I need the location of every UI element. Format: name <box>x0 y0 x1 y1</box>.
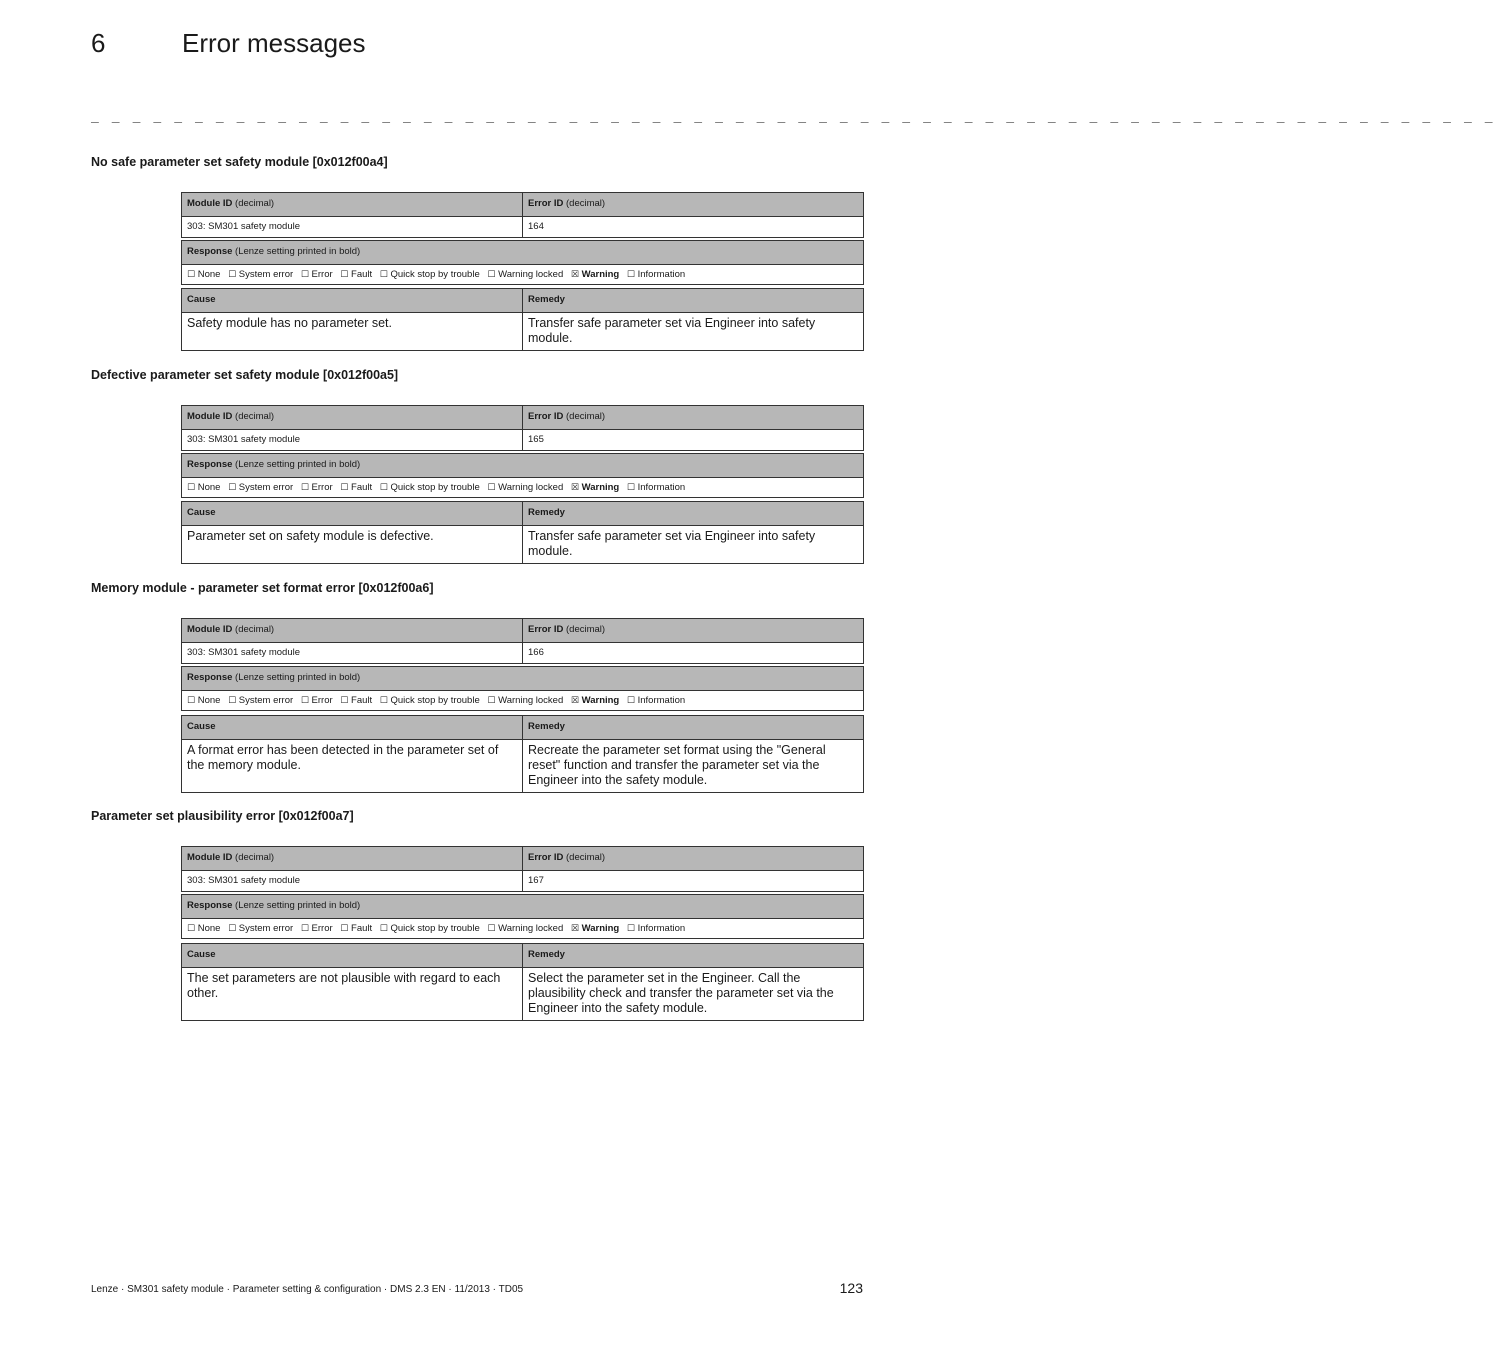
response-table: Response (Lenze setting printed in bold) ☐ None ☐ System error ☐ Error ☐ Fault ☐ Quick stop by trouble ☐ Warning locked ☒ Warning ☐ Information <box>181 666 864 711</box>
checkbox-icon: ☐ <box>300 270 309 280</box>
section-heading: Parameter set plausibility error [0x012f00a7] <box>91 809 354 823</box>
chapter-number: 6 <box>91 28 106 58</box>
module-id-value: 303: SM301 safety module <box>182 871 523 891</box>
module-id-value: 303: SM301 safety module <box>182 430 523 450</box>
cause-remedy-table: Cause Remedy Parameter set on safety module is defective. Transfer safe parameter set via Engineer into safety module. <box>181 501 864 564</box>
footer-text: Lenze · SM301 safety module · Parameter setting & configuration · DMS 2.3 EN · 11/2013 · TD05 <box>91 1284 524 1295</box>
checkbox-icon: ☐ <box>626 483 635 493</box>
checkbox-icon: ☐ <box>228 483 237 493</box>
checkbox-icon: ☐ <box>300 483 309 493</box>
id-table: Module ID (decimal) Error ID (decimal) 303: SM301 safety module 164 <box>181 192 864 238</box>
section-heading: Memory module - parameter set format error [0x012f00a6] <box>91 581 434 595</box>
error-id-value: 166 <box>528 647 544 658</box>
remedy-text: Recreate the parameter set format using the "General reset" function and transfer the parameter set via the Engineer into the safety module. <box>528 743 826 787</box>
checkbox-icon: ☐ <box>300 924 309 934</box>
checkbox-icon: ☐ <box>187 696 196 706</box>
response-options: ☐ None ☐ System error ☐ Error ☐ Fault ☐ Quick stop by trouble ☐ Warning locked ☒ Warning ☐ Information <box>187 269 686 280</box>
checkbox-icon: ☐ <box>487 924 496 934</box>
checkbox-icon: ☐ <box>340 483 349 493</box>
cause-text: Safety module has no parameter set. <box>182 313 523 350</box>
checkbox-icon: ☐ <box>187 270 196 280</box>
separator-line: _ _ _ _ _ _ _ _ _ _ _ _ _ _ _ _ _ _ _ _ _ _ _ _ _ _ _ _ _ _ _ _ _ _ _ _ _ _ _ _ _ _ _ _ _ _ _ _ _ _ _ _ _ _ _ _ _ _ _ _ _ _ _ _ _ _ _ _ <box>91 110 1495 125</box>
response-options: ☐ None ☐ System error ☐ Error ☐ Fault ☐ Quick stop by trouble ☐ Warning locked ☒ Warning ☐ Information <box>187 695 686 706</box>
checked-checkbox-icon: ☒ <box>570 270 579 280</box>
response-table: Response (Lenze setting printed in bold) ☐ None ☐ System error ☐ Error ☐ Fault ☐ Quick stop by trouble ☐ Warning locked ☒ Warning ☐ Information <box>181 894 864 939</box>
checkbox-icon: ☐ <box>187 483 196 493</box>
section-heading: No safe parameter set safety module [0x012f00a4] <box>91 155 388 169</box>
checkbox-icon: ☐ <box>228 696 237 706</box>
checkbox-icon: ☐ <box>379 696 388 706</box>
error-id-value: 164 <box>528 221 544 232</box>
cause-remedy-table: Cause Remedy Safety module has no parameter set. Transfer safe parameter set via Engineer into safety module. <box>181 288 864 351</box>
module-id-value: 303: SM301 safety module <box>182 643 523 663</box>
checkbox-icon: ☐ <box>626 270 635 280</box>
cause-text: The set parameters are not plausible with regard to each other. <box>182 968 523 1020</box>
checkbox-icon: ☐ <box>626 696 635 706</box>
checked-checkbox-icon: ☒ <box>570 924 579 934</box>
remedy-text: Transfer safe parameter set via Engineer into safety module. <box>528 316 816 345</box>
checkbox-icon: ☐ <box>379 483 388 493</box>
cause-remedy-table: Cause Remedy The set parameters are not plausible with regard to each other. Select the parameter set in the Engineer. Call the plausibility check and transfer the parameter set via the Engineer into the safety module. <box>181 943 864 1021</box>
checkbox-icon: ☐ <box>379 924 388 934</box>
response-options: ☐ None ☐ System error ☐ Error ☐ Fault ☐ Quick stop by trouble ☐ Warning locked ☒ Warning ☐ Information <box>187 923 686 934</box>
checkbox-icon: ☐ <box>187 924 196 934</box>
checkbox-icon: ☐ <box>300 696 309 706</box>
checked-checkbox-icon: ☒ <box>570 483 579 493</box>
checkbox-icon: ☐ <box>487 483 496 493</box>
checkbox-icon: ☐ <box>228 924 237 934</box>
checked-checkbox-icon: ☒ <box>570 696 579 706</box>
remedy-text: Select the parameter set in the Engineer. Call the plausibility check and transfer the parameter set via the Engineer into the safety module. <box>528 971 834 1015</box>
response-options: ☐ None ☐ System error ☐ Error ☐ Fault ☐ Quick stop by trouble ☐ Warning locked ☒ Warning ☐ Information <box>187 482 686 493</box>
checkbox-icon: ☐ <box>487 696 496 706</box>
cause-text: A format error has been detected in the parameter set of the memory module. <box>182 740 523 792</box>
id-table: Module ID (decimal) Error ID (decimal) 303: SM301 safety module 167 <box>181 846 864 892</box>
checkbox-icon: ☐ <box>340 924 349 934</box>
response-table: Response (Lenze setting printed in bold) ☐ None ☐ System error ☐ Error ☐ Fault ☐ Quick stop by trouble ☐ Warning locked ☒ Warning ☐ Information <box>181 240 864 285</box>
error-id-value: 167 <box>528 875 544 886</box>
module-id-value: 303: SM301 safety module <box>182 217 523 237</box>
chapter-title: Error messages <box>182 28 366 58</box>
cause-text: Parameter set on safety module is defective. <box>182 526 523 563</box>
error-id-value: 165 <box>528 434 544 445</box>
checkbox-icon: ☐ <box>487 270 496 280</box>
id-table: Module ID (decimal) Error ID (decimal) 303: SM301 safety module 166 <box>181 618 864 664</box>
checkbox-icon: ☐ <box>340 270 349 280</box>
cause-remedy-table: Cause Remedy A format error has been detected in the parameter set of the memory module. Recreate the parameter set format using the "General reset" function and transfer the parameter set via the Engineer into the safety module. <box>181 715 864 793</box>
page-number: 123 <box>839 1280 863 1296</box>
id-table: Module ID (decimal) Error ID (decimal) 303: SM301 safety module 165 <box>181 405 864 451</box>
checkbox-icon: ☐ <box>228 270 237 280</box>
checkbox-icon: ☐ <box>379 270 388 280</box>
response-table: Response (Lenze setting printed in bold) ☐ None ☐ System error ☐ Error ☐ Fault ☐ Quick stop by trouble ☐ Warning locked ☒ Warning ☐ Information <box>181 453 864 498</box>
checkbox-icon: ☐ <box>626 924 635 934</box>
remedy-text: Transfer safe parameter set via Engineer into safety module. <box>528 529 816 558</box>
section-heading: Defective parameter set safety module [0x012f00a5] <box>91 368 399 382</box>
checkbox-icon: ☐ <box>340 696 349 706</box>
